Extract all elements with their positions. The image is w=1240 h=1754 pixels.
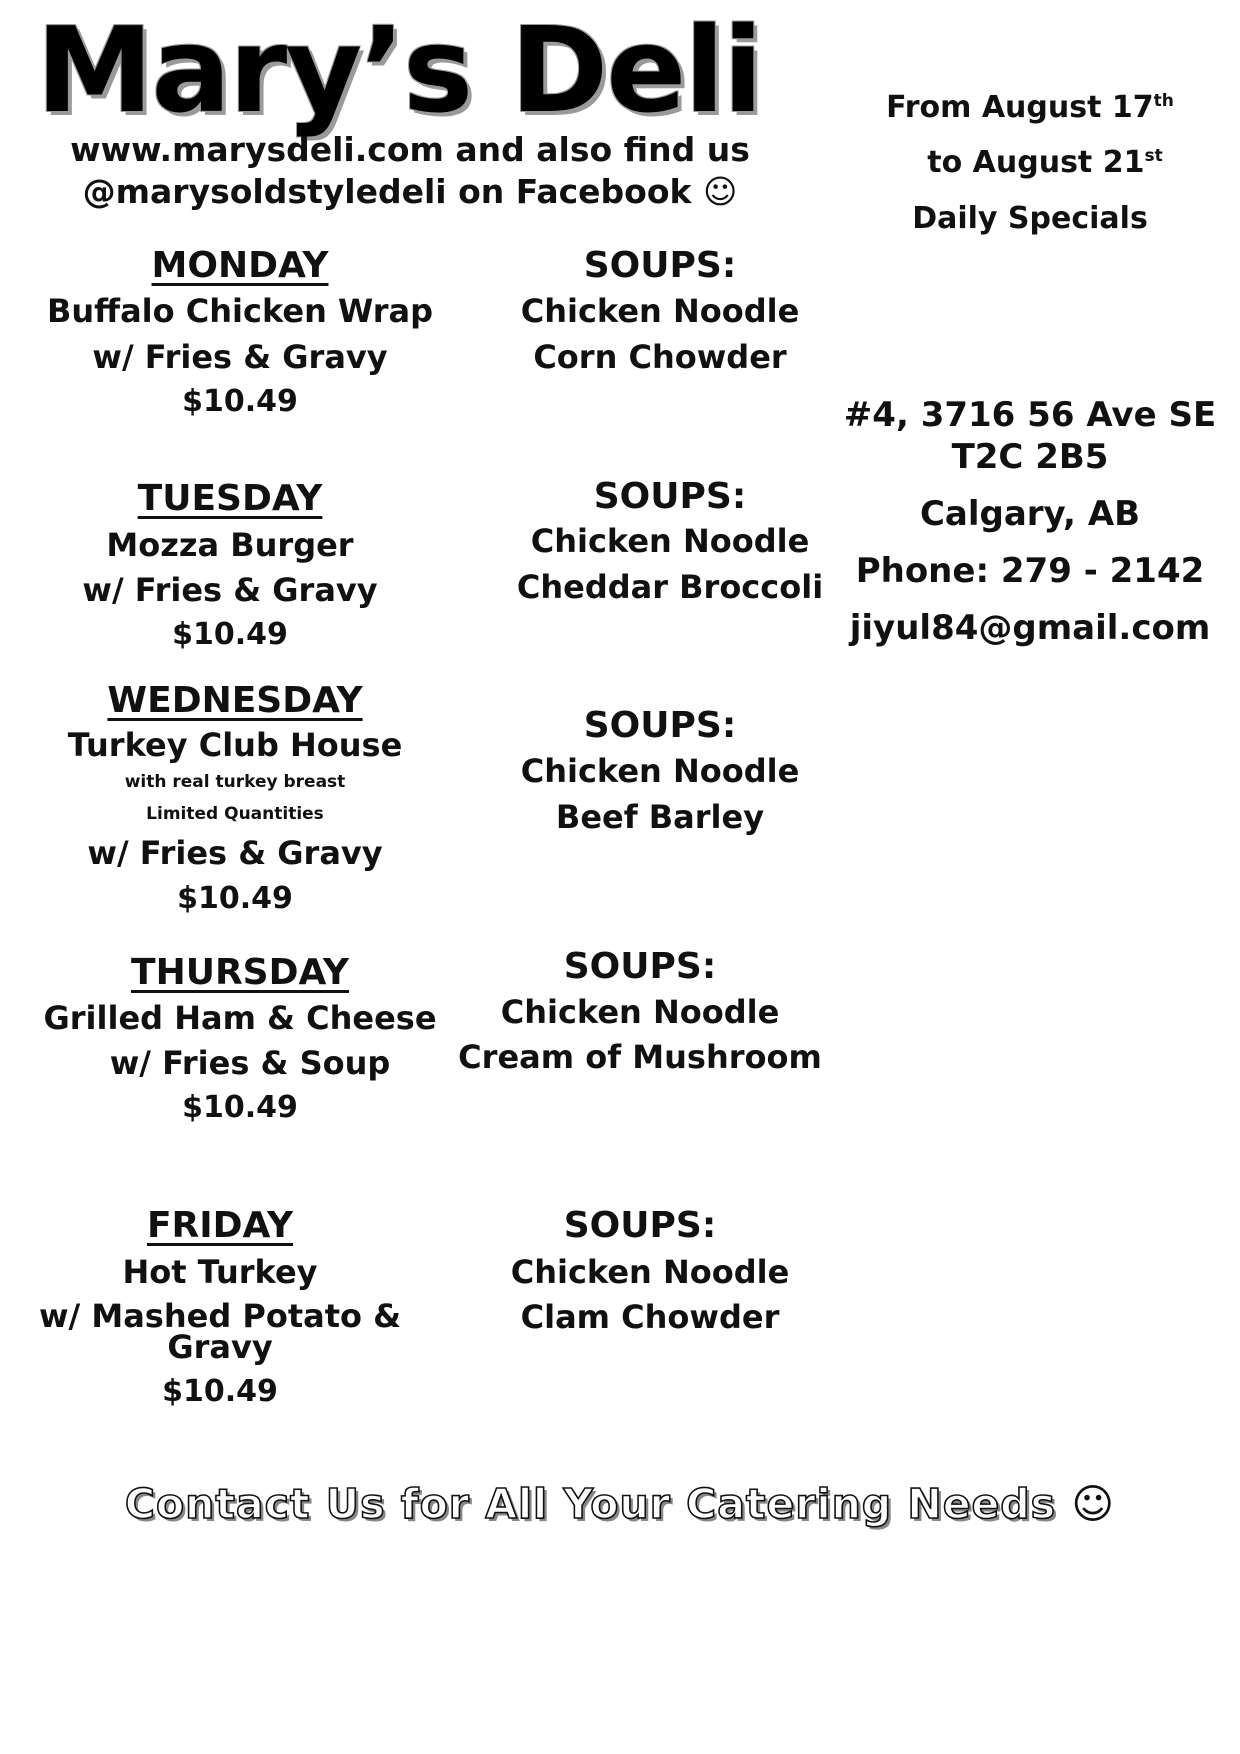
thursday-side: w/ Fries & Soup [109,1044,391,1082]
friday-soup-1: Chicken Noodle [510,1253,790,1291]
monday-soups-label: SOUPS: [583,245,737,286]
wednesday-soups-label: SOUPS: [583,705,737,746]
address-line-1: #4, 3716 56 Ave SE [843,395,1217,435]
smiley-icon: ☺ [1071,1480,1116,1528]
wednesday-price: $10.49 [177,881,293,916]
wednesday-side: w/ Fries & Gravy [87,834,383,872]
email: jiyul84@gmail.com [849,608,1211,648]
thursday-soup-2: Cream of Mushroom [458,1038,822,1076]
catering-footer-text: Contact Us for All Your Catering Needs [124,1480,1057,1528]
wednesday-item: Turkey Club House [67,726,403,764]
wednesday-note-1: with real turkey breast [124,772,346,792]
tuesday-item: Mozza Burger [106,526,354,564]
monday-soup-1: Chicken Noodle [520,292,800,330]
thursday-item: Grilled Ham & Cheese [43,999,437,1037]
day-heading-wednesday: WEDNESDAY [107,680,363,721]
tuesday-soup-1: Chicken Noodle [530,522,810,560]
website-line: www.marysdeli.com and also find us [70,130,750,169]
tuesday-soup-2: Cheddar Broccoli [516,568,824,606]
deli-title: Mary’s Deli [36,1,762,139]
friday-soup-2: Clam Chowder [520,1298,780,1336]
daily-specials-label: Daily Specials [912,201,1148,236]
friday-soups-label: SOUPS: [563,1205,717,1246]
catering-footer [60,1480,1180,1528]
wednesday-soup-1: Chicken Noodle [520,752,800,790]
wednesday-note-2: Limited Quantities [146,804,324,824]
monday-soup-2: Corn Chowder [533,338,787,376]
phone: Phone: 279 - 2142 [855,551,1205,591]
friday-price: $10.49 [162,1374,278,1409]
day-heading-tuesday: TUESDAY [137,478,323,519]
thursday-price: $10.49 [182,1090,298,1125]
date-from: From August 17th [886,90,1174,125]
monday-side: w/ Fries & Gravy [92,338,388,376]
tuesday-side: w/ Fries & Gravy [82,571,378,609]
day-heading-friday: FRIDAY [146,1205,294,1246]
monday-item: Buffalo Chicken Wrap [46,292,434,330]
friday-item: Hot Turkey [122,1253,318,1291]
day-heading-monday: MONDAY [151,245,329,286]
tuesday-price: $10.49 [172,617,288,652]
wednesday-soup-2: Beef Barley [555,798,765,836]
monday-price: $10.49 [182,384,298,419]
facebook-line: @marysoldstyledeli on Facebook ☺ [82,172,738,211]
address-line-2: T2C 2B5 [951,437,1109,477]
date-to: to August 21st [927,145,1163,180]
thursday-soup-1: Chicken Noodle [500,993,780,1031]
tuesday-soups-label: SOUPS: [593,476,747,517]
thursday-soups-label: SOUPS: [563,946,717,987]
friday-side-line-1: w/ Mashed Potato & [38,1297,402,1335]
day-heading-thursday: THURSDAY [131,952,349,993]
friday-side-line-2: Gravy [167,1328,273,1366]
city: Calgary, AB [919,494,1141,534]
